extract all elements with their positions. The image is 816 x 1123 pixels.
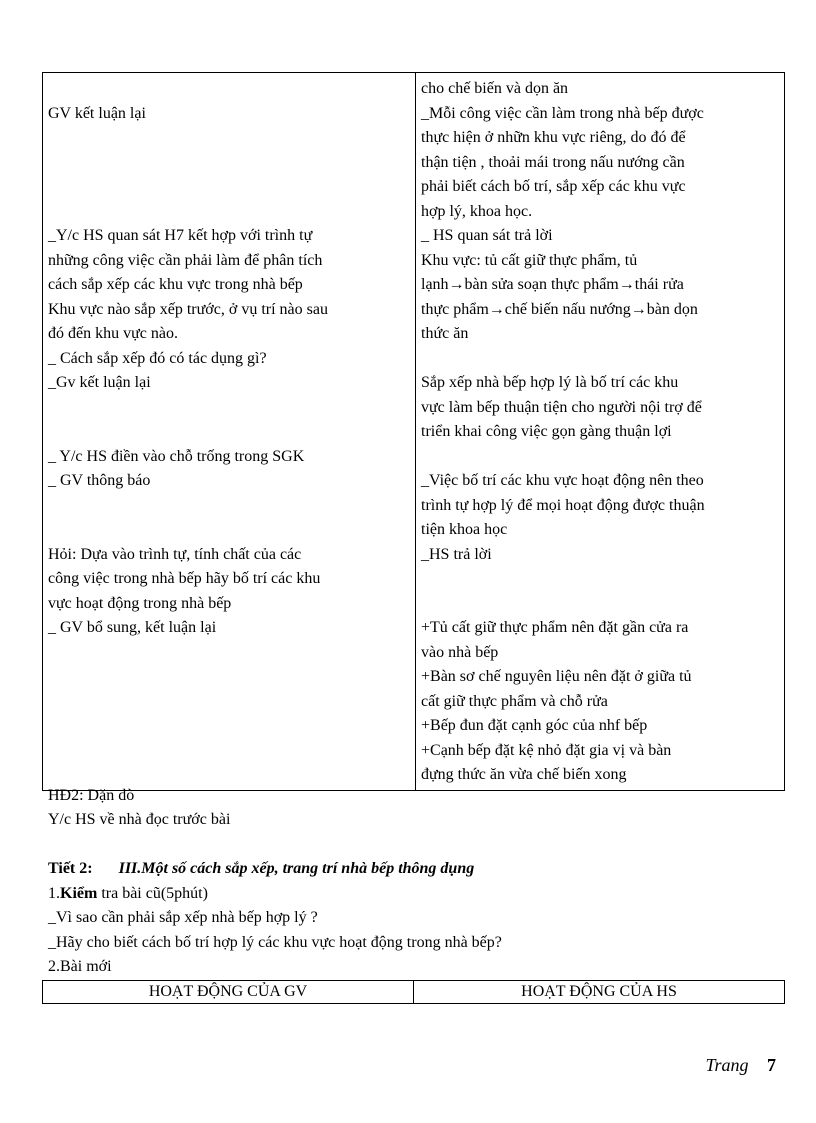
right-text-line: vực làm bếp thuận tiện cho người nội trợ để <box>421 398 702 416</box>
page-footer <box>705 1055 776 1076</box>
section1-heading <box>48 882 208 907</box>
lesson-title: III.Một số cách sắp xếp, trang trí nhà bếp thông dụng <box>118 860 475 877</box>
teacher-activity-cell <box>43 73 416 791</box>
left-text-line: cách sắp xếp các khu vực trong nhà bếp <box>48 276 303 293</box>
section2-heading: 2.Bài mới <box>48 958 112 975</box>
left-text-line: _ GV bổ sung, kết luận lại <box>48 619 217 636</box>
page-label: Trang <box>705 1055 749 1075</box>
left-text-line: _ Y/c HS điền vào chỗ trống trong SGK <box>48 447 305 465</box>
student-activity-cell <box>416 73 785 791</box>
left-text-line: Hỏi: Dựa vào trình tự, tính chất của các <box>48 545 302 563</box>
review-question-2: _Hãy cho biết cách bố trí hợp lý các khu vực hoạt động trong nhà bếp? <box>48 934 502 951</box>
left-text-line: _Gv kết luận lại <box>48 374 151 391</box>
left-text-line <box>48 641 410 666</box>
right-text-line: _HS trả lời <box>421 545 492 563</box>
left-text-line <box>48 396 410 421</box>
left-text-line: _ GV thông báo <box>48 472 151 489</box>
left-text-line <box>48 518 410 543</box>
teacher-activity-header: HOẠT ĐỘNG CỦA GV <box>43 981 414 1004</box>
right-text-line: Sắp xếp nhà bếp hợp lý là bố trí các khu <box>421 374 679 391</box>
page-number: 7 <box>767 1055 776 1075</box>
right-text-line: +Bàn sơ chế nguyên liệu nên đặt ở giữa tủ <box>421 668 692 685</box>
right-text-line: +Bếp đun đặt cạnh góc của nhf bếp <box>421 717 648 734</box>
left-text-line <box>48 151 410 176</box>
right-text-line: thực hiện ở nhữn khu vực riêng, do đó để <box>421 129 686 146</box>
right-text-line: _ HS quan sát trả lời <box>421 227 553 244</box>
header-row <box>43 981 785 1004</box>
left-text-line <box>48 175 410 200</box>
left-text-line <box>48 665 410 690</box>
left-text-line <box>48 714 410 739</box>
right-text-line <box>421 592 779 617</box>
right-text-line: thực phẩm→chế biến nấu nướng→bàn dọn <box>421 300 698 318</box>
activity-table <box>42 72 785 791</box>
lesson-label: Tiết 2: <box>48 860 93 877</box>
left-text-line: GV kết luận lại <box>48 104 146 122</box>
left-text-line <box>48 126 410 151</box>
left-text-line <box>48 739 410 764</box>
review-question-1: _Vì sao cần phải sắp xếp nhà bếp hợp lý ? <box>48 909 318 926</box>
right-text-line: Khu vực: tủ cất giữ thực phẩm, tủ <box>421 251 638 269</box>
section1-title-strong: Kiểm <box>60 885 98 902</box>
right-text-line: thức ăn <box>421 325 469 342</box>
left-text-line: những công việc cần phải làm để phân tích <box>48 251 323 269</box>
left-text-line: _Y/c HS quan sát H7 kết hợp với trình tự <box>48 227 313 244</box>
right-text-line: phải biết cách bố trí, sắp xếp các khu vực <box>421 178 686 195</box>
right-text-line: trình tự hợp lý để mọi hoạt động được thuận <box>421 496 705 514</box>
left-text-line <box>48 494 410 519</box>
right-text-line: vào nhà bếp <box>421 643 499 661</box>
left-text-line <box>48 200 410 225</box>
right-text-line: đựng thức ăn vừa chế biến xong <box>421 766 627 783</box>
table-row <box>43 73 785 791</box>
activity-header-table <box>42 980 785 1004</box>
left-text-line: vực hoạt động trong nhà bếp <box>48 594 232 612</box>
right-text-line <box>421 567 779 592</box>
student-activity-header: HOẠT ĐỘNG CỦA HS <box>414 981 785 1004</box>
right-text-line: hợp lý, khoa học. <box>421 202 533 220</box>
right-text-line: cất giữ thực phẩm và chỗ rửa <box>421 692 608 710</box>
hd2-line: HĐ2: Dặn dò <box>48 787 135 804</box>
right-text-line: cho chế biến và dọn ăn <box>421 80 569 97</box>
homework-line: Y/c HS về nhà đọc trước bài <box>48 811 231 828</box>
lesson-heading <box>48 857 474 882</box>
section1-number: 1. <box>48 885 60 902</box>
right-text-line <box>421 445 779 470</box>
left-text-line <box>48 77 410 102</box>
right-text-line: tiện khoa học <box>421 521 508 538</box>
right-text-line: _Mỗi công việc cần làm trong nhà bếp được <box>421 104 704 122</box>
left-text-line: đó đến khu vực nào. <box>48 325 178 342</box>
section1-title-rest: tra bài cũ(5phút) <box>97 885 208 902</box>
left-text-line: Khu vực nào sắp xếp trước, ở vụ trí nào sau <box>48 300 328 318</box>
left-text-line: _ Cách sắp xếp đó có tác dụng gì? <box>48 349 267 367</box>
right-text-line: thận tiện , thoải mái trong nấu nướng cần <box>421 153 685 171</box>
left-text-line: công việc trong nhà bếp hãy bố trí các khu <box>48 570 321 587</box>
right-text-line: _Việc bố trí các khu vực hoạt động nên theo <box>421 472 704 489</box>
left-text-line <box>48 690 410 715</box>
right-text-line: lạnh→bàn sửa soạn thực phẩm→thái rửa <box>421 276 684 293</box>
right-text-line <box>421 347 779 372</box>
right-text-line: triển khai công việc gọn gàng thuận lợi <box>421 423 672 440</box>
right-text-line: +Tủ cất giữ thực phẩm nên đặt gần cửa ra <box>421 619 689 636</box>
left-text-line <box>48 420 410 445</box>
right-text-line: +Cạnh bếp đặt kệ nhỏ đặt gia vị và bàn <box>421 741 672 759</box>
